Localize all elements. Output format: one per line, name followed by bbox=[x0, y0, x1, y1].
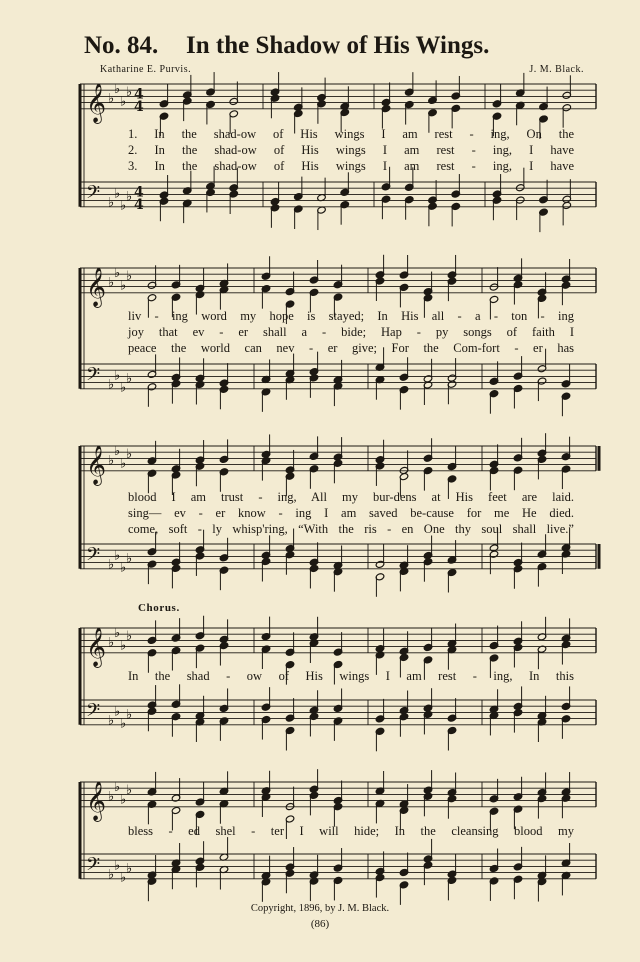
time-signature-bottom: 4 bbox=[134, 196, 144, 213]
flat-sign-icon: ♭ bbox=[114, 626, 121, 642]
bass-clef-icon: 𝄢 bbox=[86, 700, 101, 726]
time-signature-bottom: 4 bbox=[134, 98, 144, 115]
lyric-line: 2. In the shad-ow of His wings I am rest - ing, I have bbox=[128, 143, 574, 157]
flat-sign-icon: ♭ bbox=[108, 789, 115, 805]
flat-sign-icon: ♭ bbox=[120, 638, 127, 654]
lyric-line: 1. In the shad-ow of His wings I am rest - ing, On the bbox=[128, 127, 574, 141]
bass-clef-icon: 𝄢 bbox=[86, 854, 101, 880]
flat-sign-icon: ♭ bbox=[120, 198, 127, 214]
flat-sign-icon: ♭ bbox=[114, 186, 121, 202]
flat-sign-icon: ♭ bbox=[126, 551, 133, 567]
chorus-label: Chorus. bbox=[138, 602, 180, 614]
flat-sign-icon: ♭ bbox=[120, 870, 127, 886]
flat-sign-icon: ♭ bbox=[120, 278, 127, 294]
flat-sign-icon: ♭ bbox=[120, 716, 127, 732]
flat-sign-icon: ♭ bbox=[114, 266, 121, 282]
lyric-line: joy that ev - er shall a - bide; Hap - py songs of faith I bbox=[128, 325, 574, 339]
lyric-line: blood I am trust - ing, All my bur-dens at His feet are laid. bbox=[128, 490, 574, 504]
lyric-line: sing— ev - er know - ing I am saved be-cause for me He died. bbox=[128, 506, 574, 520]
flat-sign-icon: ♭ bbox=[126, 85, 133, 101]
flat-sign-icon: ♭ bbox=[108, 867, 115, 883]
flat-sign-icon: ♭ bbox=[126, 269, 133, 285]
bass-clef-icon: 𝄢 bbox=[86, 182, 101, 208]
page-number: (86) bbox=[310, 918, 330, 930]
flat-sign-icon: ♭ bbox=[114, 82, 121, 98]
treble-clef-icon: 𝄞 bbox=[86, 780, 107, 821]
flat-sign-icon: ♭ bbox=[114, 704, 121, 720]
flat-sign-icon: ♭ bbox=[126, 861, 133, 877]
flat-sign-icon: ♭ bbox=[126, 447, 133, 463]
lyric-line: liv - ing word my hope is stayed; In His all - a - ton - ing bbox=[128, 309, 574, 323]
bass-clef-icon: 𝄢 bbox=[86, 364, 101, 390]
time-signature-top: 4 bbox=[134, 184, 144, 201]
treble-clef-icon: 𝄞 bbox=[86, 266, 107, 307]
hymn-title: In the Shadow of His Wings. bbox=[186, 32, 490, 59]
flat-sign-icon: ♭ bbox=[120, 380, 127, 396]
bass-clef-icon: 𝄢 bbox=[86, 544, 101, 570]
flat-sign-icon: ♭ bbox=[120, 792, 127, 808]
flat-sign-icon: ♭ bbox=[126, 707, 133, 723]
lyricist-credit: Katharine E. Purvis. bbox=[100, 64, 192, 75]
lyric-line: bless - ed shel - ter I will hide; In the cleansing blood my bbox=[128, 824, 574, 838]
lyric-line: peace the world can nev - er give; For the Com-fort - er has bbox=[128, 341, 574, 355]
lyric-line: come, soft - ly whisp'ring, “With the ris - en One thy soul shall live.” bbox=[128, 522, 574, 536]
copyright-notice: Copyright, 1896, by J. M. Black. bbox=[250, 903, 390, 914]
flat-sign-icon: ♭ bbox=[126, 371, 133, 387]
flat-sign-icon: ♭ bbox=[108, 635, 115, 651]
lyric-line: In the shad - ow of His wings I am rest - ing, In this bbox=[128, 669, 574, 683]
flat-sign-icon: ♭ bbox=[108, 195, 115, 211]
flat-sign-icon: ♭ bbox=[114, 444, 121, 460]
treble-clef-icon: 𝄞 bbox=[86, 444, 107, 485]
flat-sign-icon: ♭ bbox=[108, 453, 115, 469]
flat-sign-icon: ♭ bbox=[120, 94, 127, 110]
flat-sign-icon: ♭ bbox=[120, 456, 127, 472]
lyric-line: 3. In the shad-ow of His wings I am rest - ing, I have bbox=[128, 159, 574, 173]
flat-sign-icon: ♭ bbox=[126, 189, 133, 205]
composer-credit: J. M. Black. bbox=[529, 64, 584, 75]
treble-clef-icon: 𝄞 bbox=[86, 626, 107, 667]
flat-sign-icon: ♭ bbox=[114, 368, 121, 384]
flat-sign-icon: ♭ bbox=[108, 91, 115, 107]
flat-sign-icon: ♭ bbox=[114, 548, 121, 564]
flat-sign-icon: ♭ bbox=[108, 557, 115, 573]
flat-sign-icon: ♭ bbox=[126, 783, 133, 799]
flat-sign-icon: ♭ bbox=[114, 780, 121, 796]
flat-sign-icon: ♭ bbox=[108, 713, 115, 729]
hymn-number: No. 84. bbox=[84, 32, 159, 59]
flat-sign-icon: ♭ bbox=[108, 377, 115, 393]
flat-sign-icon: ♭ bbox=[114, 858, 121, 874]
time-signature-top: 4 bbox=[134, 86, 144, 103]
treble-clef-icon: 𝄞 bbox=[86, 82, 107, 123]
flat-sign-icon: ♭ bbox=[120, 560, 127, 576]
flat-sign-icon: ♭ bbox=[126, 629, 133, 645]
flat-sign-icon: ♭ bbox=[108, 275, 115, 291]
